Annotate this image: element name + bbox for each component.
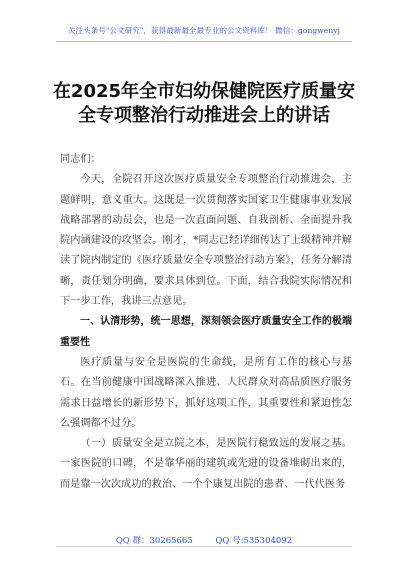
title-line-2: 全专项整治行动推进会上的讲话 — [78, 105, 330, 126]
footer-divider — [56, 546, 352, 547]
header-promo-note: 关注头条号"公文研究"，获得最新最全最专业的公文资料库！ 微信：gongwenyj — [67, 26, 341, 35]
document-title — [52, 80, 356, 128]
paragraph: 医疗质量与安全是医院的生命线，是所有工作的核心与基石。在当前健康中国战略深入推进、人民群众对高品质医疗服务需求日益增长的新形势下，抓好这项工作，其重要性和紧迫性怎么强调都不过分。 — [60, 356, 352, 429]
footer-qq-group: QQ 群：30265665 — [115, 536, 193, 546]
document-body — [60, 150, 352, 495]
paragraph: （一）质量安全是立院之本，是医院行稳致远的发展之基。一家医院的口碑，不是靠华丽的建筑或先进的设备堆砌出来的，而是靠一次次成功的救治、一个个康复出院的患者、一代代医务 — [60, 438, 352, 490]
header-divider — [56, 41, 352, 42]
footer-qq-number: QQ 号:535304092 — [215, 536, 293, 546]
title-line-1: 在2025年全市妇幼保健院医疗质量安 — [52, 81, 356, 102]
salutation: 同志们： — [60, 154, 101, 165]
footer-contact — [0, 534, 408, 546]
section-heading: 一、认清形势，统一思想，深刻领会医疗质量安全工作的极端重要性 — [60, 316, 352, 348]
paragraph: 今天，全院召开这次医疗质量安全专项整治行动推进会，主题鲜明，意义重大。这既是一次贯彻落实国家卫生健康事业发展战略部署的动员会，也是一次直面问题、自我剖析、全面提升我院内涵建设的攻坚会。刚才，*同志已经详细传达了上级精神并解读了院内制定的《医疗质量安全专项整治行动方案》，任务分解清晰，责任划分明确，要求具体到位。下面，结合我院实际情况和下一步工作，我讲三点意见。 — [60, 174, 352, 308]
